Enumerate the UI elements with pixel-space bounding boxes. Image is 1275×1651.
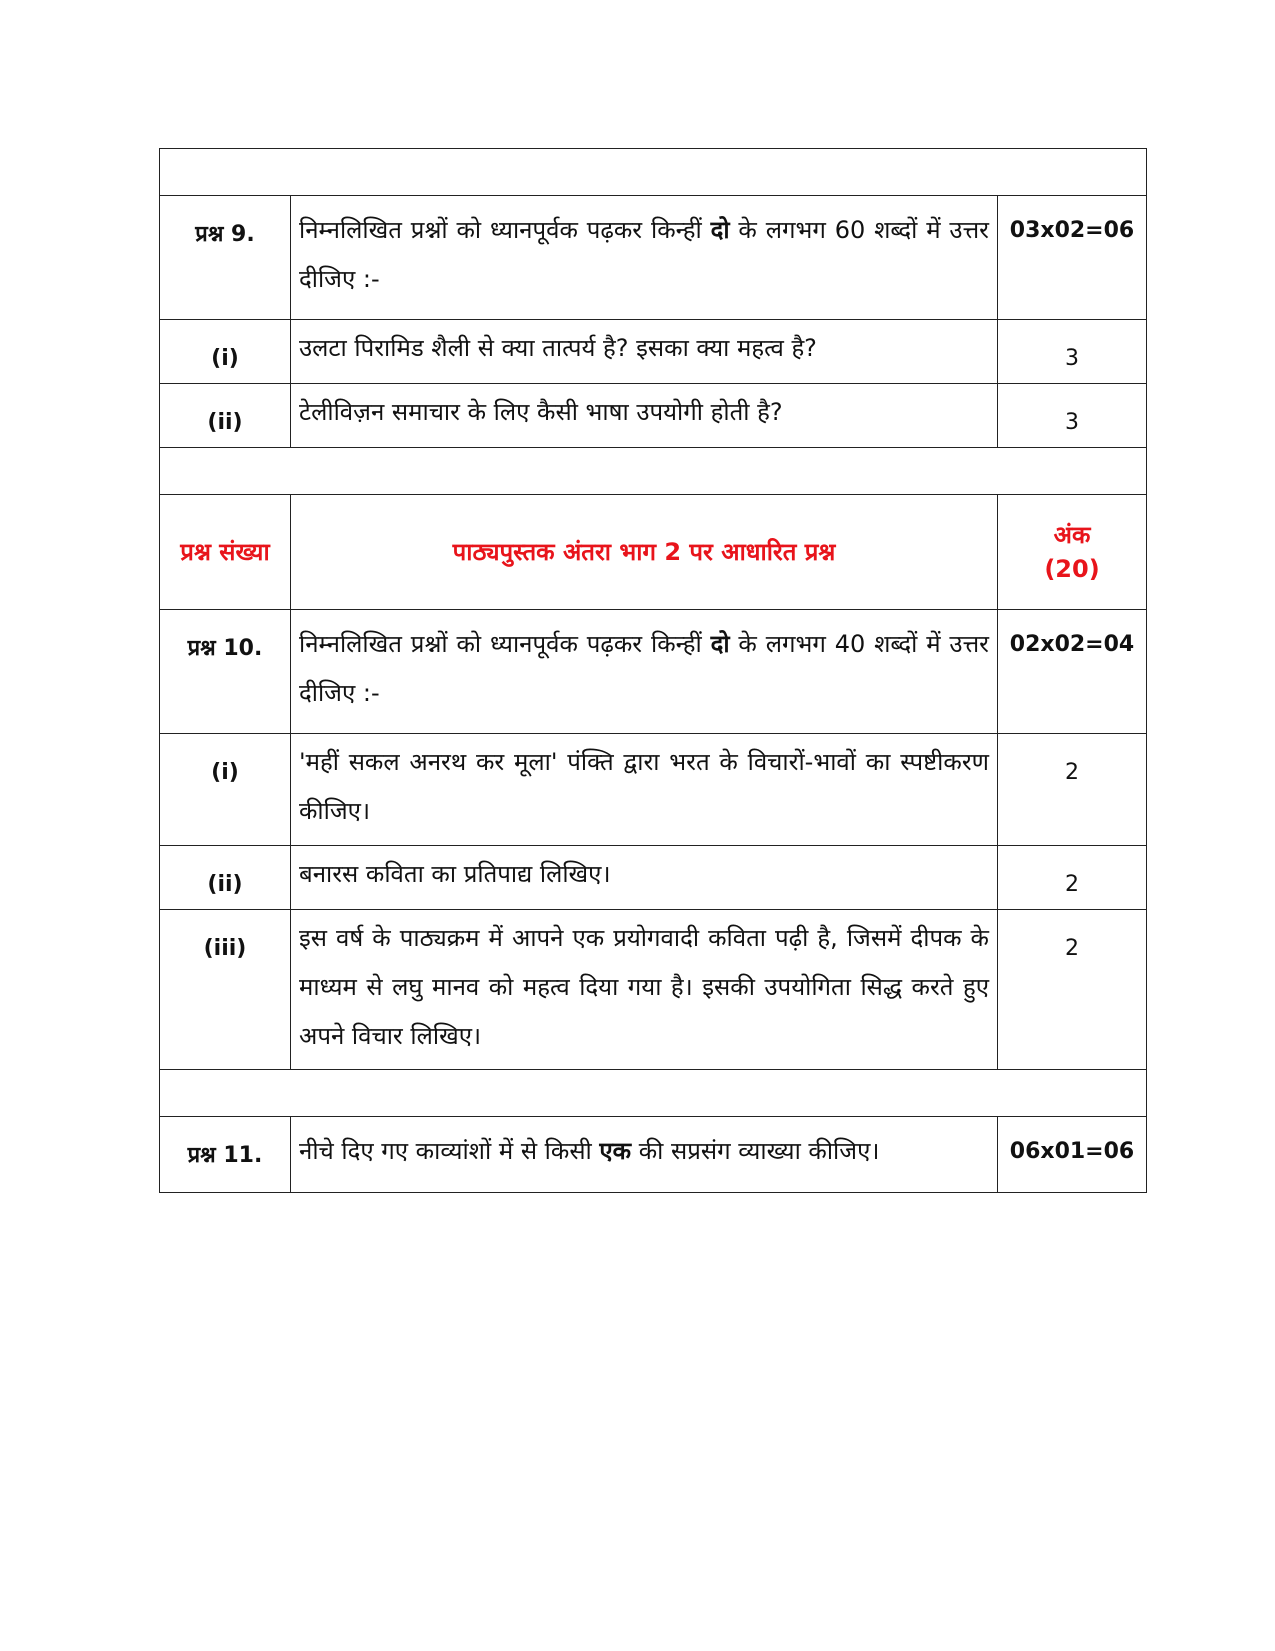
q10-number: प्रश्न 10.: [160, 610, 291, 734]
q11-text-after: की सप्रसंग व्याख्या कीजिए।: [631, 1137, 880, 1165]
header-marks-total: (20): [1044, 555, 1100, 583]
q9-sub-number: (i): [160, 320, 291, 384]
q10-sub-number: (iii): [160, 910, 291, 1070]
q9-sub-marks: 3: [998, 320, 1147, 384]
empty-row: [160, 1070, 1147, 1117]
q9-text-after: के लगभग 60 शब्दों में उत्तर दीजिए :-: [299, 216, 989, 293]
q10-marks: 02x02=04: [998, 610, 1147, 734]
q10-sub-marks: 2: [998, 734, 1147, 846]
header-marks-label: अंक: [1053, 521, 1091, 549]
q10-sub-row: [160, 734, 1147, 846]
q11-number: प्रश्न 11.: [160, 1117, 291, 1193]
q9-number: प्रश्न 9.: [160, 196, 291, 320]
q9-marks: 03x02=06: [998, 196, 1147, 320]
q9-sub-row: [160, 384, 1147, 448]
q10-sub-number: (ii): [160, 846, 291, 910]
q9-text-before: निम्नलिखित प्रश्नों को ध्यानपूर्वक पढ़कर किन्हीं: [299, 216, 711, 244]
q9-sub-text: उलटा पिरामिड शैली से क्या तात्पर्य है? इसका क्या महत्व है?: [291, 320, 998, 384]
q11-text-before: नीचे दिए गए काव्यांशों में से किसी: [299, 1137, 600, 1165]
q9-sub-marks: 3: [998, 384, 1147, 448]
q10-sub-text: इस वर्ष के पाठ्यक्रम में आपने एक प्रयोगवादी कविता पढ़ी है, जिसमें दीपक के माध्यम से लघु मानव को महत्व दिया गया है। इसकी उपयोगिता सिद्ध करते हुए अपने विचार लिखिए।: [291, 910, 998, 1070]
q9-sub-text: टेलीविज़न समाचार के लिए कैसी भाषा उपयोगी होती है?: [291, 384, 998, 448]
q10-sub-text: बनारस कविता का प्रतिपाद्य लिखिए।: [291, 846, 998, 910]
q11-text-bold: एक: [599, 1137, 632, 1165]
q10-sub-marks: 2: [998, 910, 1147, 1070]
q11-row: [160, 1117, 1147, 1193]
q9-sub-number: (ii): [160, 384, 291, 448]
q9-instruction: [291, 196, 998, 320]
empty-row: [160, 149, 1147, 196]
q10-text-after: के लगभग 40 शब्दों में उत्तर दीजिए :-: [299, 630, 989, 707]
empty-row: [160, 448, 1147, 495]
q10-instruction: [291, 610, 998, 734]
q9-sub-row: [160, 320, 1147, 384]
q10-sub-number: (i): [160, 734, 291, 846]
q10-sub-row: [160, 910, 1147, 1070]
q10-row: [160, 610, 1147, 734]
q11-marks: 06x01=06: [998, 1117, 1147, 1193]
question-paper-table: [159, 148, 1147, 1193]
q10-text-before: निम्नलिखित प्रश्नों को ध्यानपूर्वक पढ़कर किन्हीं: [299, 630, 711, 658]
q10-text-bold: दो: [710, 630, 730, 658]
q10-sub-row: [160, 846, 1147, 910]
header-question-number: प्रश्न संख्या: [160, 495, 291, 610]
q9-row: [160, 196, 1147, 320]
header-marks: [998, 495, 1147, 610]
header-section-title: पाठ्यपुस्तक अंतरा भाग 2 पर आधारित प्रश्न: [291, 495, 998, 610]
q10-sub-marks: 2: [998, 846, 1147, 910]
q9-text-bold: दो: [710, 216, 730, 244]
q10-sub-text: 'महीं सकल अनरथ कर मूला' पंक्ति द्वारा भरत के विचारों-भावों का स्पष्टीकरण कीजिए।: [291, 734, 998, 846]
q11-instruction: [291, 1117, 998, 1193]
section-header-row: [160, 495, 1147, 610]
